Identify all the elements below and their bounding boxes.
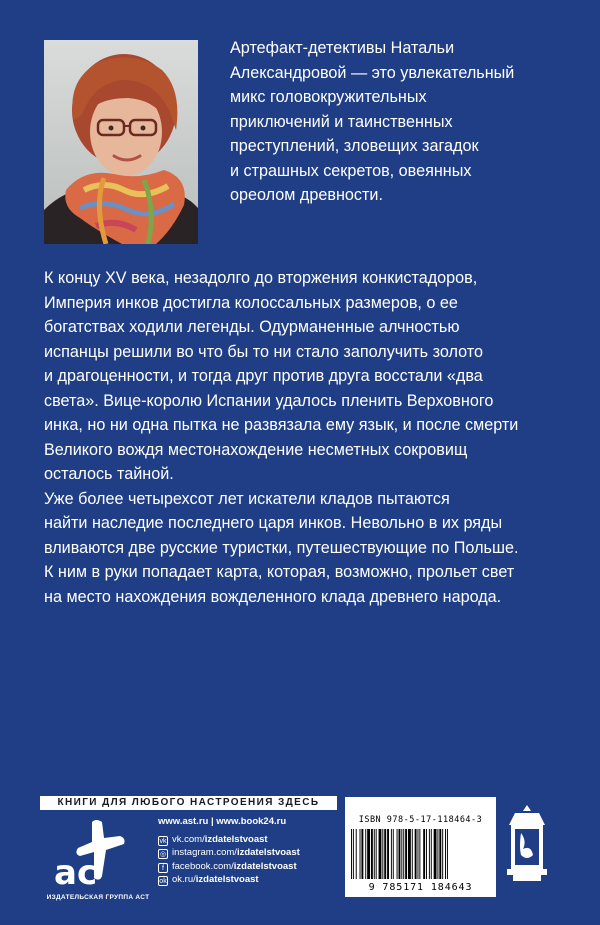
author-intro-line: Артефакт-детективы Натальи bbox=[230, 39, 455, 57]
author-intro-line: преступлений, зловещих загадок bbox=[230, 137, 479, 155]
instagram-icon: ◎ bbox=[159, 851, 167, 859]
description-line: инка, но ни одна пытка не развязала ему язык, и после смерти bbox=[44, 416, 519, 434]
tagline-banner: КНИГИ ДЛЯ ЛЮБОГО НАСТРОЕНИЯ ЗДЕСЬ bbox=[40, 796, 337, 810]
social-link-vk[interactable] bbox=[158, 833, 300, 846]
website-links[interactable]: www.ast.ru | www.book24.ru bbox=[158, 816, 287, 827]
author-intro-line: приключений и таинственных bbox=[230, 112, 453, 131]
description-line: испанцы решили во что бы то ни стало заполучить золото bbox=[44, 342, 484, 361]
social-link-handle: izdatelstvoast bbox=[204, 834, 268, 846]
vk-icon: vk bbox=[159, 838, 167, 846]
description-line: и драгоценности, и тогда друг против друга восстали «два bbox=[44, 367, 483, 385]
description-line: света». Вице-королю Испании удалось пленить Верховного bbox=[44, 391, 494, 410]
social-link-prefix: ok.ru/ bbox=[172, 873, 196, 885]
facebook-icon: f bbox=[158, 863, 168, 873]
description-line: осталось тайной. bbox=[44, 465, 174, 483]
author-photo bbox=[44, 40, 198, 244]
barcode bbox=[349, 829, 492, 881]
author-intro bbox=[230, 36, 570, 208]
author-intro-line: микс головокружительных bbox=[230, 88, 427, 106]
barcode-panel bbox=[345, 797, 496, 897]
social-link-prefix: facebook.com/ bbox=[172, 860, 234, 872]
description-line: вливаются две русские туристки, путешествующие по Польше. bbox=[44, 538, 519, 557]
social-link-handle: izdatelstvoast bbox=[195, 873, 259, 885]
social-link-handle: izdatelstvoast bbox=[236, 847, 300, 859]
author-intro-line: и страшных секретов, овеянных bbox=[230, 161, 472, 180]
book-description bbox=[44, 266, 574, 609]
social-link-odnoklassniki[interactable] bbox=[158, 873, 300, 886]
description-line: на место нахождения вожделенного клада древнего народа. bbox=[44, 587, 502, 606]
social-link-facebook[interactable] bbox=[158, 860, 300, 873]
isbn-label: ISBN 978-5-17-118464-3 bbox=[358, 815, 483, 825]
publisher-logo-text: ac bbox=[54, 853, 98, 893]
description-line: Уже более четырехсот лет искатели кладов пытаются bbox=[44, 489, 450, 508]
description-line: богатствах ходили легенды. Одурманенные алчностью bbox=[44, 318, 460, 336]
author-intro-line: ореолом древности. bbox=[230, 186, 383, 204]
social-link-instagram[interactable] bbox=[158, 846, 300, 859]
description-line: Великого вождя местонахождение несметных сокровищ bbox=[44, 440, 468, 459]
social-link-prefix: instagram.com/ bbox=[172, 847, 237, 859]
social-link-prefix: vk.com/ bbox=[172, 834, 205, 846]
barcode-digits: 9 785171 184643 bbox=[368, 882, 473, 893]
description-line: К концу XV века, незадолго до вторжения конкистадоров, bbox=[44, 269, 478, 287]
publisher-name: ИЗДАТЕЛЬСКАЯ ГРУППА АСТ bbox=[46, 894, 150, 901]
social-link-handle: izdatelstvoast bbox=[233, 860, 297, 872]
publisher-links bbox=[158, 815, 300, 886]
description-line: Империя инков достигла колоссальных размеров, о ее bbox=[44, 293, 458, 312]
description-line: К ним в руки попадает карта, которая, возможно, прольет свет bbox=[44, 563, 515, 581]
description-line: найти наследие последнего царя инков. Невольно в их ряды bbox=[44, 514, 503, 532]
author-intro-line: Александровой — это увлекательный bbox=[230, 63, 515, 82]
lantern-logo bbox=[501, 803, 553, 883]
odnoklassniki-icon: ok bbox=[159, 877, 167, 885]
